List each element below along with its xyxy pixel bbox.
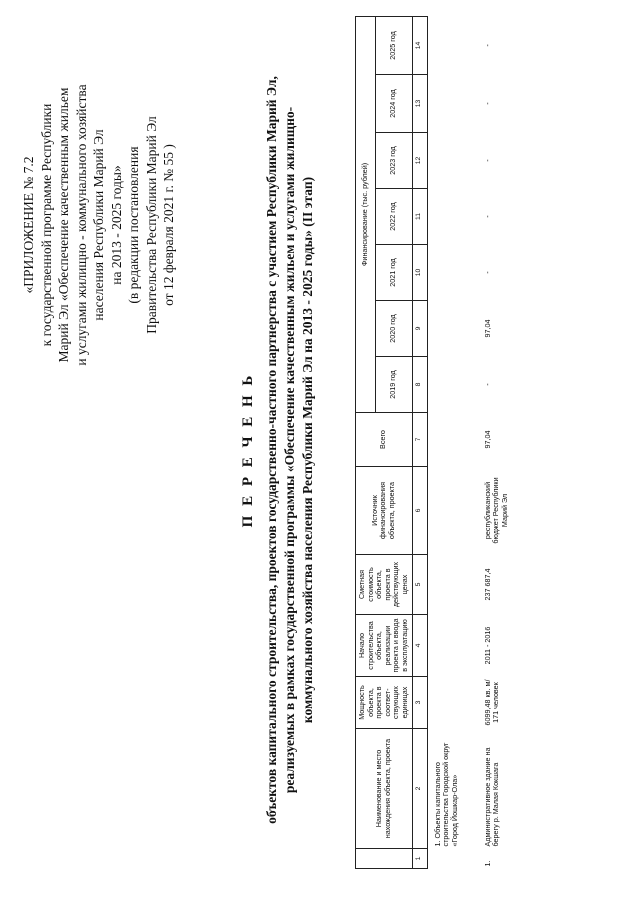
column-number: 5 — [412, 555, 427, 615]
column-number: 12 — [412, 133, 427, 189]
header-year: 2021 год — [375, 245, 412, 301]
title-line: реализуемых в рамках государственной программы «Обеспечение качественным жильем и услугами жилищно- — [282, 106, 297, 794]
row-total: 97,04 — [482, 430, 492, 449]
column-number: 4 — [412, 615, 427, 677]
row-year-value: 97,04 — [482, 319, 492, 338]
appendix-header — [20, 45, 178, 405]
appendix-line: и услугами жилищно - коммунального хозяйства — [73, 84, 89, 366]
column-number: 8 — [412, 357, 427, 413]
column-number: 7 — [412, 413, 427, 467]
header-year: 2019 год — [375, 357, 412, 413]
column-number: 9 — [412, 301, 427, 357]
title-word: П Е Р Е Ч Е Н Ь — [240, 372, 256, 528]
table-section-row — [427, 16, 478, 868]
header-cost: Сметная стоимость объекта, проекта в действующих ценах — [356, 555, 413, 615]
column-number: 13 — [412, 75, 427, 133]
header-num — [356, 849, 413, 869]
column-number: 14 — [412, 16, 427, 74]
document-title — [240, 35, 317, 865]
appendix-line: Правительства Республики Марий Эл — [143, 116, 159, 334]
row-year-value: - — [482, 383, 492, 386]
header-start: Начало строительства объекта, реализации проекта и ввода в эксплуатацию — [356, 615, 413, 677]
row-capacity: 6099,48 кв. м/ 171 человек — [482, 679, 501, 726]
table-row — [478, 16, 526, 868]
appendix-line: Марий Эл «Обеспечение качественным жильем — [56, 87, 71, 363]
header-total: Всего — [356, 413, 413, 467]
appendix-line: (в редакции постановления — [126, 146, 141, 304]
title-lines — [263, 35, 317, 865]
header-financing: Финансирование (тыс. рублей) — [356, 16, 376, 412]
row-source: республиканский бюджет Республики Марий Эл — [482, 477, 509, 544]
row-start: 2011 - 2016 — [482, 626, 492, 665]
appendix-line: населения Республики Марий Эл — [91, 129, 106, 321]
title-line: коммунального хозяйства населения Республики Марий Эл на 2013 - 2025 годы» (II этап) — [300, 176, 315, 724]
section-label: 1. Объекты капитального строительства Городской округ «Город Йошкар-Ола» — [432, 742, 459, 847]
objects-table — [355, 17, 526, 869]
header-year: 2022 год — [375, 189, 412, 245]
column-number: 1 — [412, 849, 427, 869]
row-year-value: - — [482, 102, 492, 105]
appendix-line: к государственной программе Республики — [38, 103, 54, 347]
header-year: 2024 год — [375, 75, 412, 133]
header-year: 2023 год — [375, 133, 412, 189]
row-year-value: - — [482, 215, 492, 218]
appendix-line: от 12 февраля 2021 г. № 55 ) — [161, 144, 176, 306]
title-line: объектов капитального строительства, проектов государственно-частного партнерства с участием Республики Марий Эл, — [264, 76, 279, 824]
column-number: 2 — [412, 729, 427, 849]
row-name: Административное здание на берегу р. Малая Кокшага — [482, 747, 501, 847]
row-year-value: - — [482, 44, 492, 47]
row-year-value: - — [482, 271, 492, 274]
header-source: Источник финансирования объекта, проекта — [356, 467, 413, 555]
row-num: 1. — [482, 860, 492, 867]
row-cost: 237 687,4 — [482, 568, 492, 601]
column-number: 11 — [412, 189, 427, 245]
column-number: 3 — [412, 677, 427, 729]
column-number: 10 — [412, 245, 427, 301]
column-number: 6 — [412, 467, 427, 555]
header-capacity: Мощность объекта, проекта в соответ-ствующих единицах — [356, 677, 413, 729]
header-name: Наименование и место нахождения объекта, проекта — [356, 729, 413, 849]
appendix-line: на 2013 - 2025 годы» — [108, 165, 124, 285]
appendix-line: «ПРИЛОЖЕНИЕ № 7.2 — [21, 156, 36, 294]
row-year-value: - — [482, 159, 492, 162]
header-year: 2025 год — [375, 16, 412, 74]
header-year: 2020 год — [375, 301, 412, 357]
